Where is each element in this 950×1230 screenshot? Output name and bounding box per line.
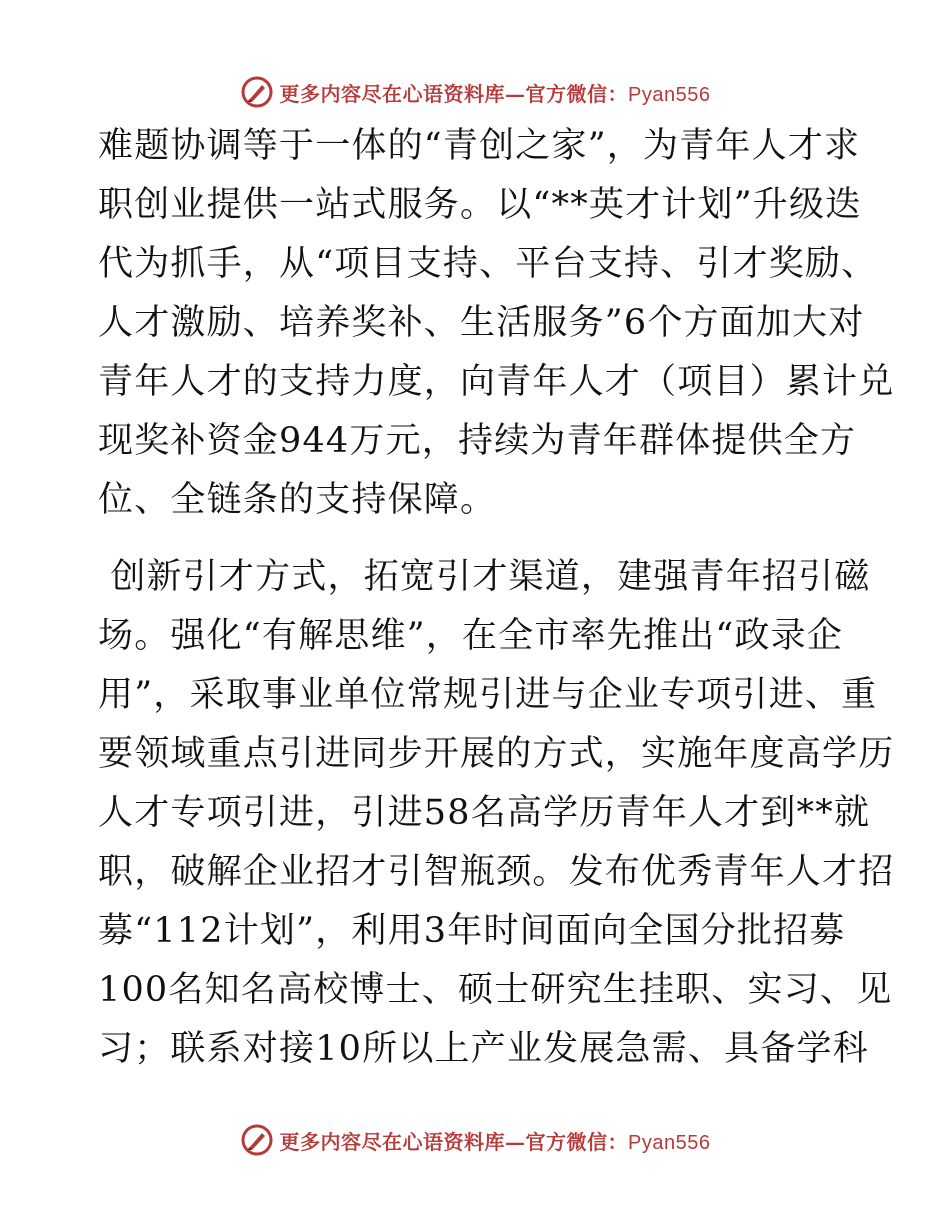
text-line: 青年人才的支持力度，向青年人才（项目）累计兑	[98, 362, 895, 402]
text-line: 人才专项引进，引进58名高学历青年人才到**就	[98, 793, 871, 833]
pen-logo-icon	[240, 75, 274, 109]
text-line: 位、全链条的支持保障。	[98, 480, 497, 520]
footer-watermark	[0, 1120, 950, 1160]
text-line: 现奖补资金944万元，持续为青年群体提供全方	[98, 421, 857, 461]
text-line: 创新引才方式，拓宽引才渠道，建强青年招引磁	[98, 557, 871, 597]
header-watermark	[0, 72, 950, 112]
text-line: 募“112计划”，利用3年时间面向全国分批招募	[98, 911, 846, 951]
pen-logo-icon	[240, 1123, 274, 1157]
text-line: 100名知名高校博士、硕士研究生挂职、实习、见	[98, 970, 893, 1010]
text-line: 习；联系对接10所以上产业发展急需、具备学科	[98, 1029, 869, 1069]
text-line: 场。强化“有解思维”，在全市率先推出“政录企	[98, 616, 844, 656]
paragraph-spacer	[98, 530, 858, 548]
text-line: 职创业提供一站式服务。以“**英才计划”升级迭	[98, 185, 862, 225]
paragraph-1	[98, 117, 895, 530]
text-line: 用”，采取事业单位常规引进与企业专项引进、重	[98, 675, 878, 715]
watermark-text: 更多内容尽在心语资料库—官方微信：Pyan556	[279, 1129, 711, 1154]
paragraph-2	[98, 548, 895, 1079]
text-line: 代为抓手，从“项目支持、平台支持、引才奖励、	[98, 244, 878, 284]
watermark-text: 更多内容尽在心语资料库—官方微信：Pyan556	[279, 81, 711, 106]
text-line: 要领域重点引进同步开展的方式，实施年度高学历	[98, 734, 895, 774]
text-line: 职，破解企业招才引智瓶颈。发布优秀青年人才招	[98, 852, 895, 892]
text-line: 人才激励、培养奖补、生活服务”6个方面加大对	[98, 303, 865, 343]
text-line: 难题协调等于一体的“青创之家”，为青年人才求	[98, 126, 861, 166]
document-body	[98, 117, 895, 1079]
